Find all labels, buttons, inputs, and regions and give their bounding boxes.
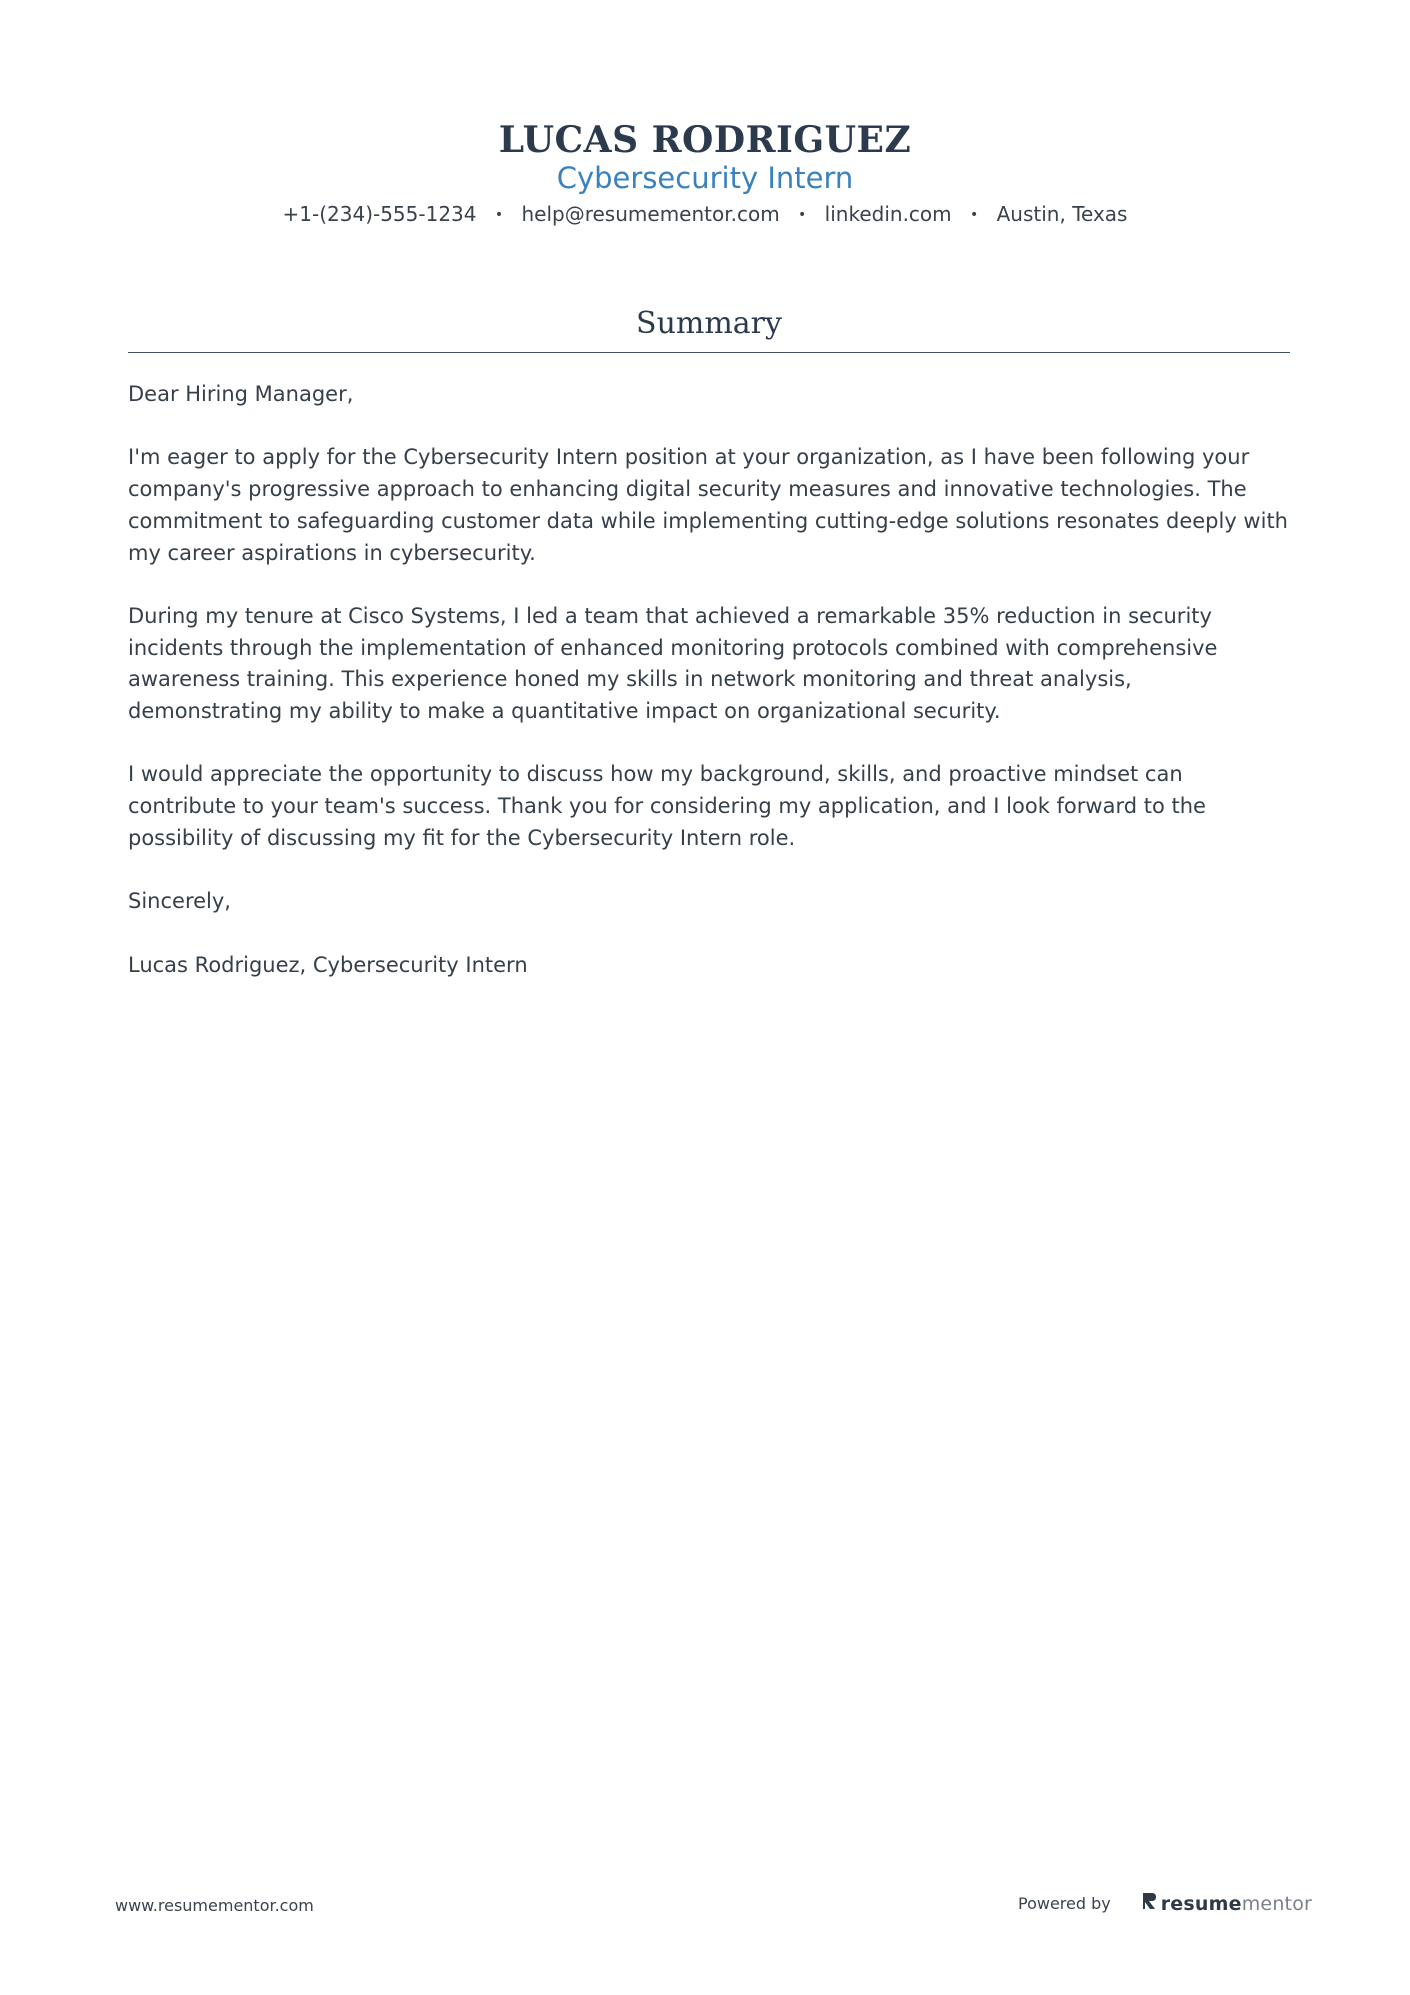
contact-separator: • <box>970 207 979 223</box>
contact-email: help@resumementor.com <box>521 202 780 226</box>
contact-location: Austin, Texas <box>996 202 1128 226</box>
letter-paragraph: I'm eager to apply for the Cybersecurity Intern position at your organization, as I have been following your company's progressive approach to enhancing digital security measures and innovative technologies. The commitment to safeguarding customer data while implementing cutting-edge solutions resonates deeply with my career aspirations in cybersecurity. <box>128 445 1288 565</box>
footer-website: www.resumementor.com <box>115 1896 314 1915</box>
logo-text-light: mentor <box>1241 1892 1313 1915</box>
contact-linkedin: linkedin.com <box>824 202 952 226</box>
letter-signature: Lucas Rodriguez, Cybersecurity Intern <box>128 952 528 977</box>
resumementor-logo-icon <box>1141 1891 1157 1916</box>
section-title-summary: Summary <box>636 306 782 341</box>
section-divider <box>128 352 1290 353</box>
contact-separator: • <box>798 207 807 223</box>
contact-line <box>0 200 1410 229</box>
logo-text-bold: resume <box>1160 1892 1242 1915</box>
letter-paragraph: During my tenure at Cisco Systems, I led a team that achieved a remarkable 35% reduction in security incidents through the implementation of enhanced monitoring protocols combined with comprehensive awareness training. This experience honed my skills in network monitoring and threat analysis, demonstrating my ability to make a quantitative impact on organizational security. <box>128 603 1218 723</box>
candidate-name: LUCAS RODRIGUEZ <box>498 119 912 161</box>
powered-by-label: Powered by <box>1018 1894 1111 1913</box>
contact-separator: • <box>494 207 504 223</box>
candidate-title: Cybersecurity Intern <box>556 161 854 195</box>
letter-header <box>0 118 1410 229</box>
resumementor-logo <box>1141 1891 1312 1916</box>
contact-phone: +1-(234)-555-1234 <box>282 202 477 226</box>
letter-closing: Sincerely, <box>128 889 231 914</box>
letter-greeting: Dear Hiring Manager, <box>128 382 354 406</box>
footer-branding <box>1018 1891 1312 1916</box>
letter-paragraph: I would appreciate the opportunity to discuss how my background, skills, and proactive mindset can contribute to your team's success. Thank you for considering my application, and I look forward to the possibility of discussing my fit for the Cybersecurity Intern role. <box>128 762 1206 850</box>
letter-body <box>128 379 1290 1013</box>
